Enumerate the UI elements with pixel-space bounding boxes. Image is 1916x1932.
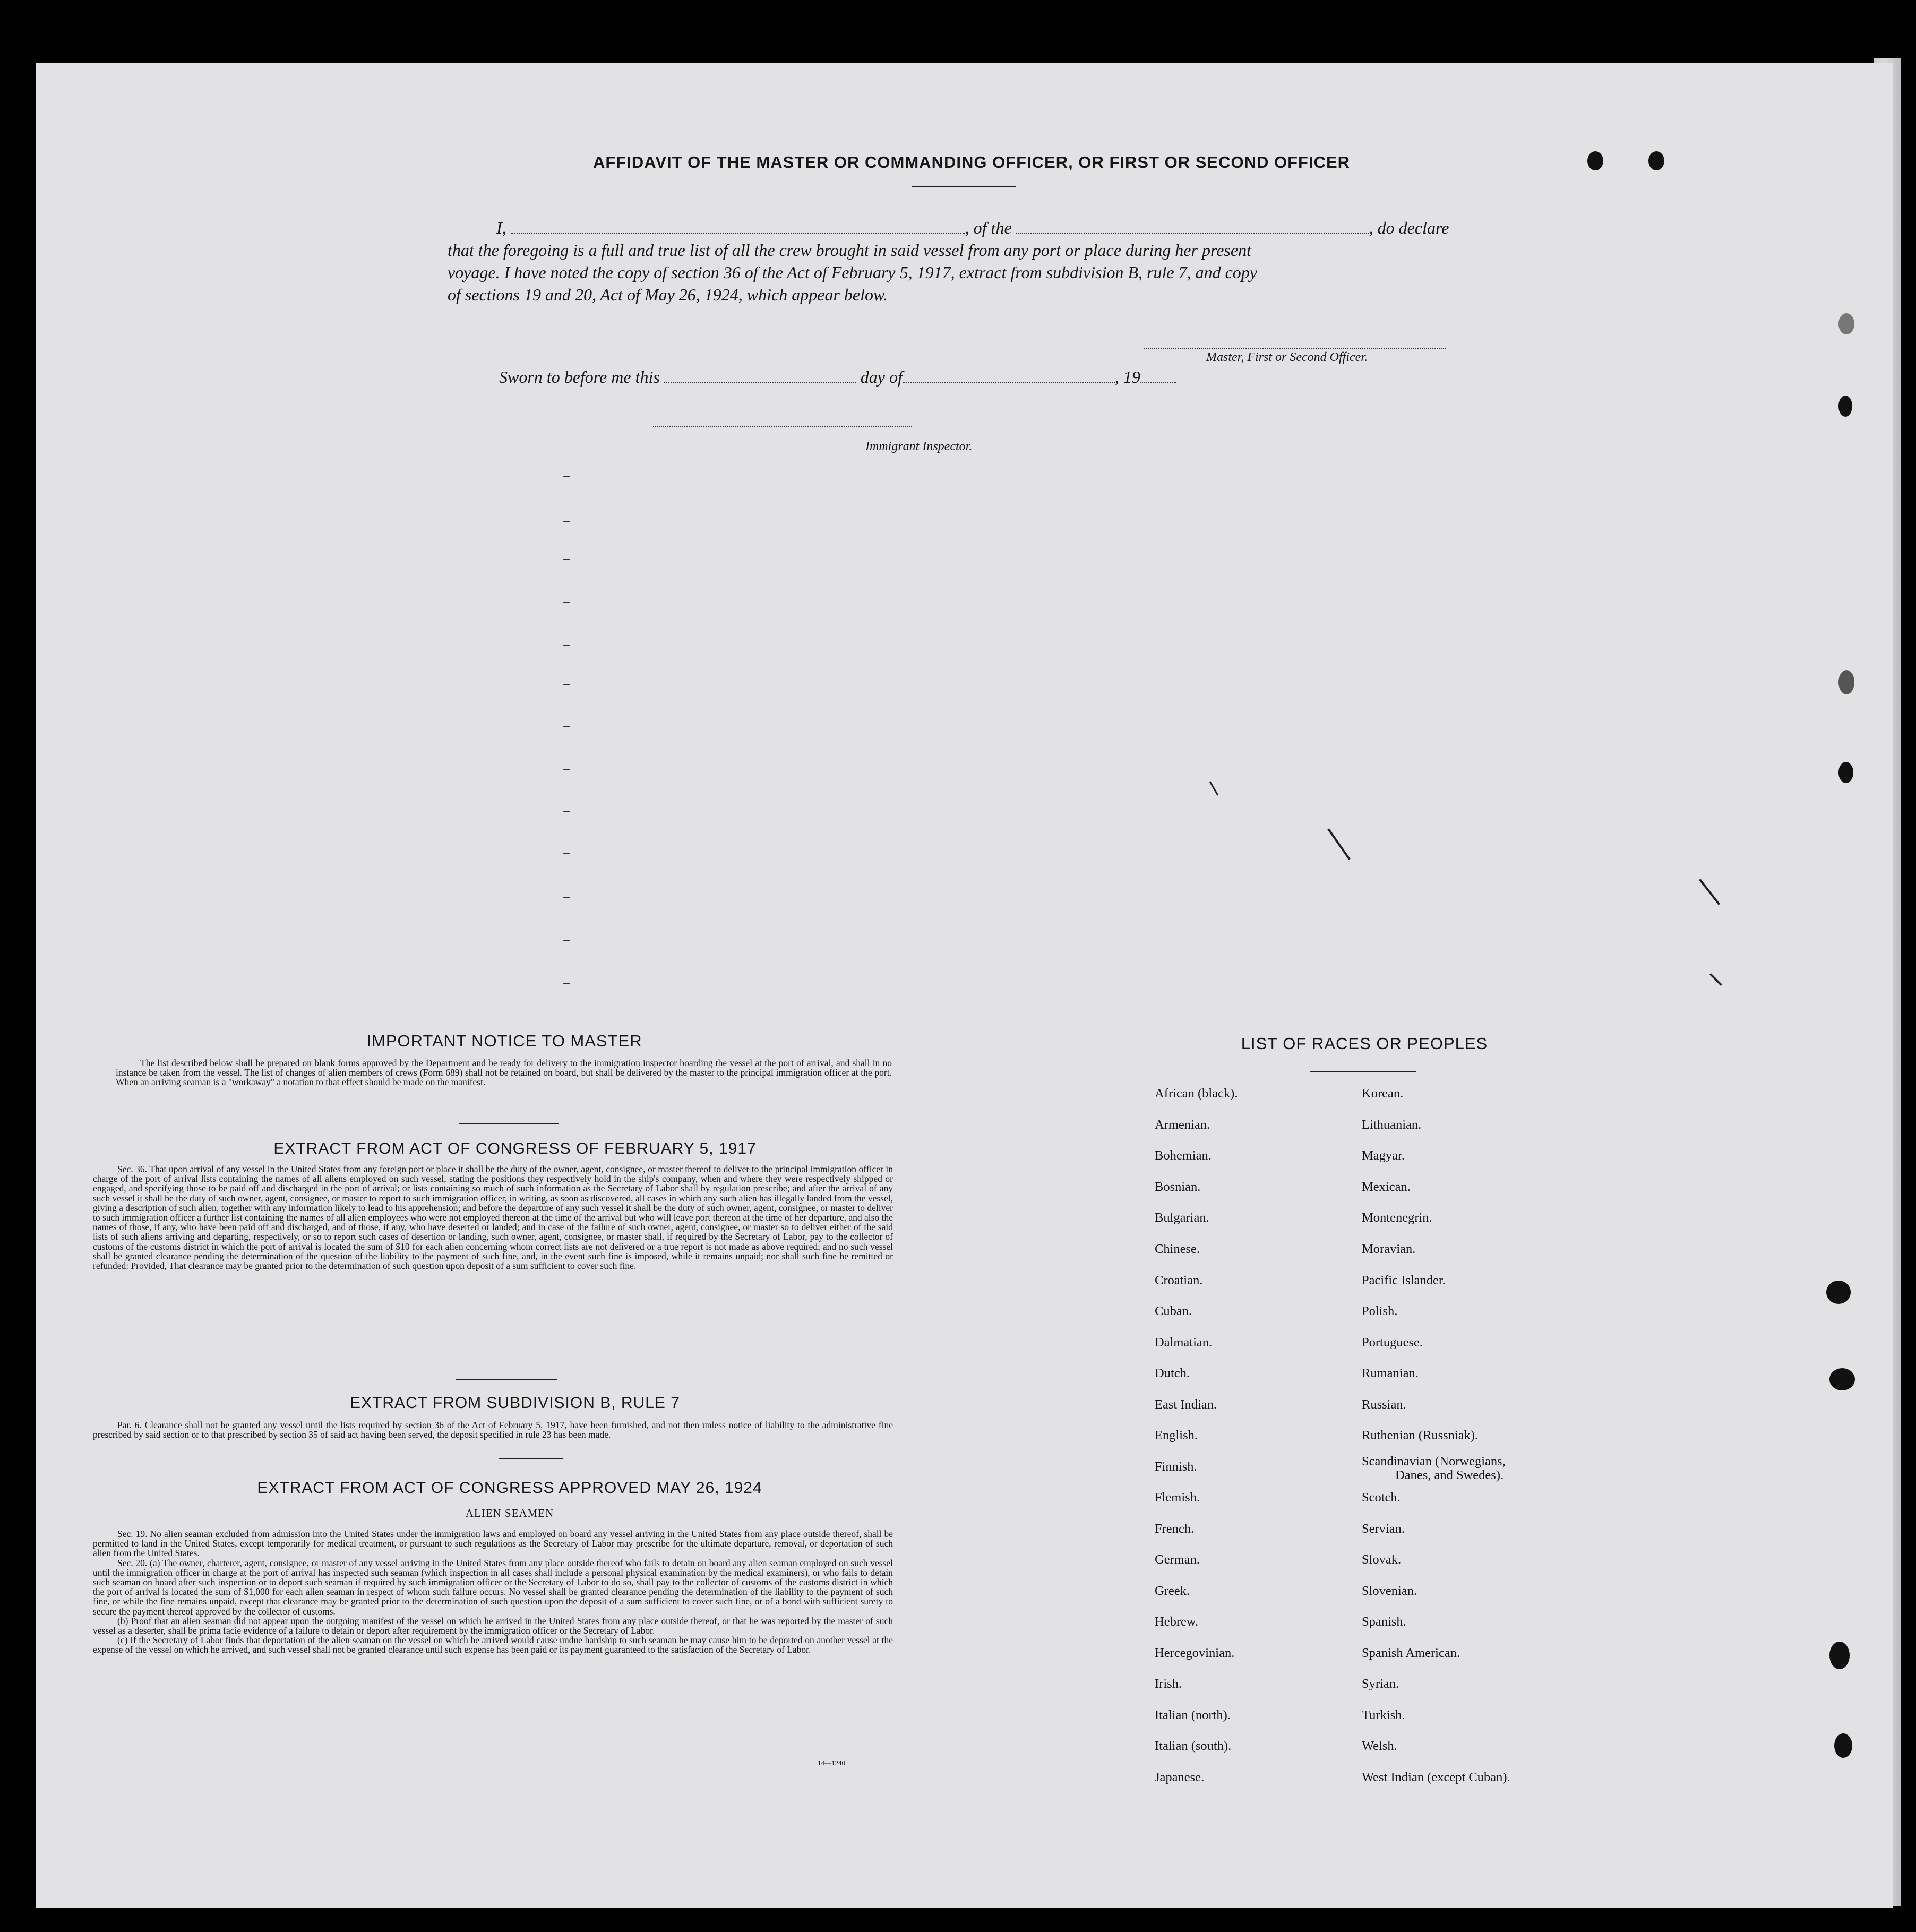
race-item: Greek. [1155, 1584, 1190, 1598]
sec-19-text: Sec. 19. No alien seaman excluded from admission into the United States under the immigration laws and employed on board any vessel arriving in the United States from any place outside thereof, shall be permitted to land in the United States, except temporarily for medical treatment, or pursuant to such regulations as the Secretary of Labor may prescribe for the ultimate departure, removal, or deportation of such alien from the United States. [93, 1529, 893, 1559]
affidavit-of-the: , of the [965, 218, 1012, 237]
vessel-name-field[interactable] [1016, 221, 1369, 234]
affidavit-line-3: voyage. I have noted the copy of section 36 of the Act of February 5, 1917, extract from subdivision B, rule 7, and copy [448, 263, 1257, 282]
race-item: French. [1155, 1522, 1195, 1536]
race-item: Korean. [1362, 1086, 1404, 1101]
race-item: Scandinavian (Norwegians, [1362, 1454, 1506, 1469]
race-item: Dalmatian. [1155, 1335, 1213, 1350]
sec-36-text: Sec. 36. That upon arrival of any vessel in the United States from any foreign port or place it shall be the duty of the owner, agent, consignee, or master thereof to deliver to the principal immigration officer in charge of the port of arrival lists containing the names of all aliens employed on such vessel, stating the positions they respectively hold in the ship's company, when and where they were respectively shipped or engaged, and specifying those to be paid off and discharged in the port of arrival; or lists containing so much of such information as the Secretary of Labor shall by regulation prescribe; and after the arrival of any such vessel it shall be the duty of such owner, agent, consignee, or master to report to such immigration officer, in writing, as soon as discovered, all cases in which any such alien has illegally landed from the vessel, giving a description of such alien, together with any information likely to lead to his apprehension; and before the departure of any such vessel it shall be the duty of such owner, agent, consignee, or master to deliver to such immigration officer a further list containing the names of all alien employees who were not employed thereon at the time of the arrival but who will leave port thereon at the time of her departure, and also the names of those, if any, who have been paid off and discharged, and of those, if any, who have deserted or landed; and in case of the failure of such owner, agent, consignee, or master so to deliver either of the said lists of such aliens arriving and departing, respectively, or so to report such cases of desertion or landing, such owner, agent, consignee, or master shall, if required by the Secretary of Labor, pay to the collector of customs of the customs district in which the port of arrival is located the sum of $10 for each alien concerning whom correct lists are not delivered or a true report is not made as above required; and no such vessel shall be granted clearance pending the determination of the question of the liability to the payment of such fine, and, in the event such fine is imposed, while it remains unpaid; nor shall such fine be remitted or refunded: Provided, That clearance may be granted prior to the determination of such question upon deposit of a sum sufficient to cover such fine. [93, 1164, 893, 1272]
race-item: Turkish. [1362, 1708, 1405, 1722]
notice-rule [459, 1123, 559, 1124]
race-item: Slovenian. [1362, 1584, 1417, 1598]
scan-border-top [0, 0, 1916, 63]
affidavit-title-rule [912, 186, 1016, 187]
race-item: Spanish. [1362, 1615, 1406, 1629]
inspector-label: Immigrant Inspector. [865, 440, 973, 453]
race-item: African (black). [1155, 1086, 1238, 1101]
notice-text: The list described below shall be prepared on blank forms approved by the Department and be ready for delivery to the immigration inspector boarding the vessel at the port of arrival, and shall in no instance be taken from the vessel. The list of changes of alien members of crews (Form 689) shall not be retained on board, but shall be delivered by the master to the principal immigration officer at the port. When an arriving seaman is a "workaway" a notation to that effect should be made on the manifest. [116, 1058, 892, 1088]
extract-1917-rule [456, 1379, 557, 1380]
year-prefix: , 19 [1114, 367, 1140, 387]
race-item: Spanish American. [1362, 1646, 1460, 1660]
sec-20c-text: (c) If the Secretary of Labor finds that deportation of the alien seaman on the vessel on which he arrived would cause undue hardship to such seaman he may cause him to be deported on another vessel at the expense of the vessel on which he arrived, and such vessel shall not be granted clearance until such expense has been paid or its payment guaranteed to the satisfaction of the Secretary of Labor. [93, 1635, 893, 1655]
race-item: Finnish. [1155, 1459, 1197, 1474]
race-item: Mexican. [1362, 1180, 1411, 1194]
race-item: Armenian. [1155, 1118, 1210, 1132]
extract-1917-body [93, 1164, 893, 1270]
race-item: Bohemian. [1155, 1148, 1212, 1163]
race-item: Syrian. [1362, 1677, 1399, 1691]
race-item: Hebrew. [1155, 1615, 1199, 1629]
race-item: West Indian (except Cuban). [1362, 1770, 1510, 1784]
master-signature-label: Master, First or Second Officer. [1206, 350, 1368, 364]
extract-1924-title: EXTRACT FROM ACT OF CONGRESS APPROVED MAY 26, 1924 [257, 1479, 762, 1497]
affidavit-line-4: of sections 19 and 20, Act of May 26, 1924, which appear below. [448, 285, 888, 304]
affidavit-line-2: that the foregoing is a full and true list of all the crew brought in said vessel from any port or place during her present [448, 241, 1251, 260]
sworn-day-field[interactable] [664, 370, 856, 383]
race-item: Cuban. [1155, 1304, 1192, 1318]
race-item: Welsh. [1362, 1739, 1397, 1753]
race-item: Flemish. [1155, 1490, 1200, 1505]
extract-1917-title: EXTRACT FROM ACT OF CONGRESS OF FEBRUARY 5, 1917 [273, 1140, 757, 1157]
race-item: Croatian. [1155, 1273, 1203, 1287]
extract-rule7-rule [499, 1458, 563, 1459]
extract-1924-body [93, 1529, 893, 1655]
race-item: East Indian. [1155, 1397, 1217, 1412]
sec-20b-text: (b) Proof that an alien seaman did not appear upon the outgoing manifest of the vessel on which he arrived in the United States from any place outside thereof, or that he was reported by the master of such vessel as a deserter, shall be prima facie evidence of a failure to detain or deport after requirement by the immigration officer or the Secretary of Labor. [93, 1615, 893, 1636]
race-item: Danes, and Swedes). [1395, 1468, 1504, 1482]
race-item: Dutch. [1155, 1366, 1190, 1380]
sworn-line [499, 367, 1176, 387]
race-item: Moravian. [1362, 1242, 1416, 1256]
form-number: 14—1240 [818, 1759, 845, 1767]
sworn-text: Sworn to before me this [499, 367, 660, 387]
extract-rule7-body [93, 1420, 893, 1439]
race-item: Pacific Islander. [1362, 1273, 1446, 1287]
race-item: Bulgarian. [1155, 1210, 1209, 1225]
affidavit-declare: , do declare [1369, 218, 1449, 237]
race-item: Italian (north). [1155, 1708, 1231, 1722]
sworn-year-field[interactable] [1140, 370, 1176, 383]
race-item: Montenegrin. [1362, 1210, 1432, 1225]
master-name-field[interactable] [511, 221, 965, 234]
race-item: Russian. [1362, 1397, 1406, 1412]
extract-rule7-title: EXTRACT FROM SUBDIVISION B, RULE 7 [350, 1394, 680, 1412]
notice-title: IMPORTANT NOTICE TO MASTER [366, 1032, 642, 1050]
alien-seamen-subtitle: ALIEN SEAMEN [465, 1507, 554, 1519]
race-item: Hercegovinian. [1155, 1646, 1235, 1660]
race-item: Scotch. [1362, 1490, 1401, 1505]
race-item: Chinese. [1155, 1242, 1200, 1256]
race-item: Rumanian. [1362, 1366, 1419, 1380]
notice-body [116, 1058, 892, 1087]
race-item: Servian. [1362, 1522, 1405, 1536]
affidavit-i: I, [496, 218, 506, 237]
affidavit-body [448, 217, 1483, 306]
affidavit-title: AFFIDAVIT OF THE MASTER OR COMMANDING OFFICER, OR FIRST OR SECOND OFFICER [592, 153, 1351, 171]
master-signature-line[interactable] [1144, 348, 1446, 349]
par-6-text: Par. 6. Clearance shall not be granted any vessel until the lists required by section 36 of the Act of February 5, 1917, have been furnished, and not then unless notice of liability to the administrative fine prescribed by said section or to that prescribed by section 35 of said act having been served, the deposit specified in rule 23 has been made. [93, 1420, 893, 1440]
races-rule [1310, 1071, 1416, 1072]
race-item: Slovak. [1362, 1552, 1402, 1567]
race-item: German. [1155, 1552, 1200, 1567]
sworn-month-field[interactable] [903, 370, 1115, 383]
race-item: Lithuanian. [1362, 1118, 1422, 1132]
inspector-signature-line[interactable] [653, 426, 912, 427]
day-of-text: day of [860, 367, 903, 387]
races-title: LIST OF RACES OR PEOPLES [1241, 1034, 1488, 1053]
race-item: English. [1155, 1428, 1198, 1442]
sec-20a-text: Sec. 20. (a) The owner, charterer, agent, consignee, or master of any vessel arriving in the United States from any place outside thereof who fails to detain on board any alien seaman employed on such vessel until the immigration officer in charge at the port of arrival has inspected such seaman (which inspection in all cases shall include a personal physical examination by the medical examiners), or who fails to detain such seaman on board after such inspection or to deport such seaman if required by such immigration officer or the Secretary of Labor to do so, shall pay to the collector of customs of the customs district in which the port of arrival is located the sum of $1,000 for each alien seaman in respect of whom such failure occurs. No vessel shall be granted clearance pending the determination of the liability to the payment of such fine, or while the fine remains unpaid, except that clearance may be granted prior to the determination of such question upon the deposit of a sum sufficient to cover such fine, or of a bond with sufficient surety to secure the payment thereof approved by the collector of customs. [93, 1557, 893, 1617]
race-item: Polish. [1362, 1304, 1398, 1318]
race-item: Irish. [1155, 1677, 1182, 1691]
race-item: Portuguese. [1362, 1335, 1423, 1350]
race-item: Japanese. [1155, 1770, 1205, 1784]
race-item: Ruthenian (Russniak). [1362, 1428, 1479, 1442]
race-item: Magyar. [1362, 1148, 1405, 1163]
race-item: Bosnian. [1155, 1180, 1201, 1194]
race-item: Italian (south). [1155, 1739, 1232, 1753]
